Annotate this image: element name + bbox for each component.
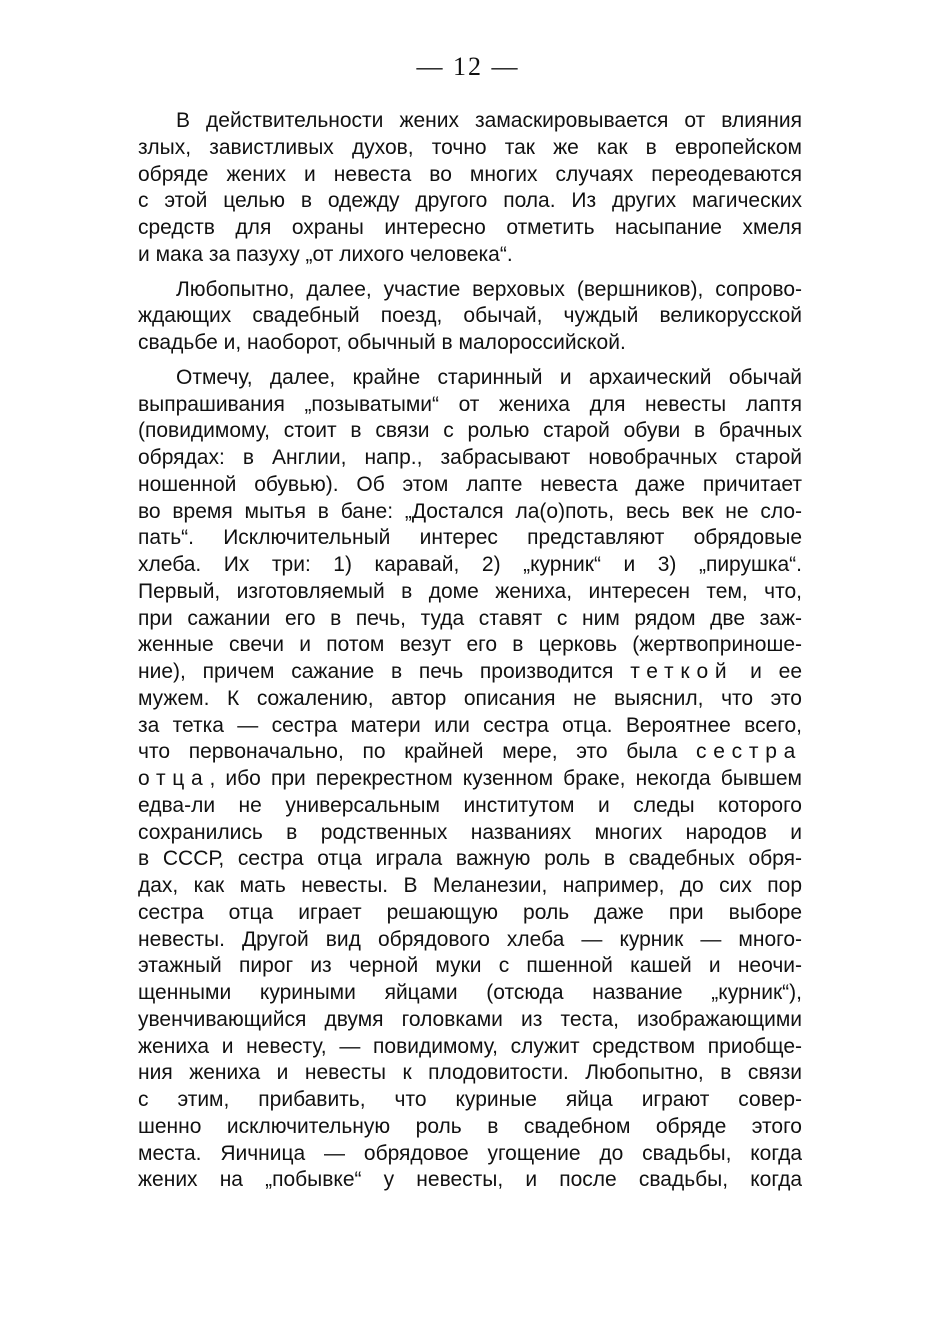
text-line: злых, завистливых духов, точно так же как в европейском	[138, 135, 802, 159]
text-line: шенно исключительную роль в свадебном обряде этого	[138, 1114, 802, 1138]
text-line: жених на „побывке“ у невесты, и после свадьбы, когда	[138, 1168, 802, 1192]
text-line: жениха и невесту, — повидимому, служит средством приобще-	[138, 1034, 802, 1058]
text-line: ния жениха и невесты к плодовитости. Любопытно, в связи	[138, 1061, 802, 1085]
text-line: Отмечу, далее, крайне старинный и архаический обычай	[176, 365, 802, 389]
spaced-emphasis: отца	[138, 767, 210, 790]
text-line: при сажании его в печь, туда ставят с ним рядом две заж-	[138, 606, 802, 630]
body-text	[138, 108, 802, 1194]
text-line: ношенной обувью). Об этом лапте невеста даже причитает	[138, 472, 802, 496]
text-line: обрядах: в Англии, напр., забрасывают новобрачных старой	[138, 446, 802, 469]
text-line: свадьбе и, наоборот, обычный в малороссийской.	[138, 331, 626, 354]
text-line: ние), причем сажание в печь производится теткой и ее	[138, 660, 802, 683]
text-line: с этой целью в одежду другого пола. Из других магических	[138, 189, 802, 213]
text-line: (повидимому, стоит в связи с ролью старой обуви в брачных	[138, 419, 802, 443]
text-line: дах, как мать невесты. В Меланезии, например, до сих пор	[138, 874, 802, 897]
text-line: с этим, прибавить, что куриные яйца играют совер-	[138, 1088, 802, 1111]
text-line: ждающих свадебный поезд, обычай, чуждый великорусской	[138, 304, 802, 328]
text-line: мужем. К сожалению, автор описания не выяснил, что это	[138, 686, 802, 710]
text-line: пать“. Исключительный интерес представляют обрядовые	[138, 526, 802, 550]
text-line: средств для охраны интересно отметить насыпание хмеля	[138, 216, 802, 239]
text-line: во время мытья в бане: „Достался ла(о)поть, весь век не сло-	[138, 499, 802, 523]
text-line: за тетка — сестра матери или сестра отца. Вероятнее всего,	[138, 713, 802, 737]
text-line: невесты. Другой вид обрядового хлеба — курник — много-	[138, 927, 802, 951]
text-line: В действительности жених замаскировывается от влияния	[176, 109, 802, 132]
text-line: этажный пирог из черной муки с пшенной кашей и неочи-	[138, 954, 802, 978]
text-line: щенными куриными яйцами (отсюда название „курник“),	[138, 981, 802, 1004]
text-line: отца, ибо при перекрестном кузенном браке, некогда бывшем	[138, 767, 802, 790]
text-line: хлеба. Их три: 1) каравай, 2) „курник“ и 3) „пирушка“.	[138, 553, 802, 576]
text-line: Любопытно, далее, участие верховых (вершников), сопрово-	[176, 277, 802, 301]
text-line: места. Яичница — обрядовое угощение до свадьбы, когда	[138, 1141, 802, 1165]
spaced-emphasis: сестра	[696, 740, 802, 764]
text-line: сохранились в родственных названиях многих народов и	[138, 820, 802, 844]
text-line: что первоначально, по крайней мере, это была сестра	[138, 740, 802, 764]
text-line: и мака за пазуху „от лихого человека“.	[138, 242, 513, 266]
text-line: едва-ли не универсальным институтом и следы которого	[138, 793, 802, 817]
text-line: увенчивающийся двумя головками из теста, изображающими	[138, 1007, 802, 1031]
text-line: обряде жених и невеста во многих случаях переодеваются	[138, 162, 802, 186]
text-line: сестра отца играет решающую роль даже при выборе	[138, 900, 802, 924]
text-line: в СССР, сестра отца играла важную роль в свадебных обря-	[138, 847, 802, 871]
spaced-emphasis: теткой	[630, 660, 734, 683]
text-line: женные свечи и потом везут его в церковь (жертвоприноше-	[138, 633, 802, 657]
page-number: — 12 —	[416, 52, 520, 81]
text-line: Первый, изготовляемый в доме жениха, интересен тем, что,	[138, 579, 802, 603]
text-line: выпрашивания „позыватыми“ от жениха для невесты лаптя	[138, 392, 802, 416]
